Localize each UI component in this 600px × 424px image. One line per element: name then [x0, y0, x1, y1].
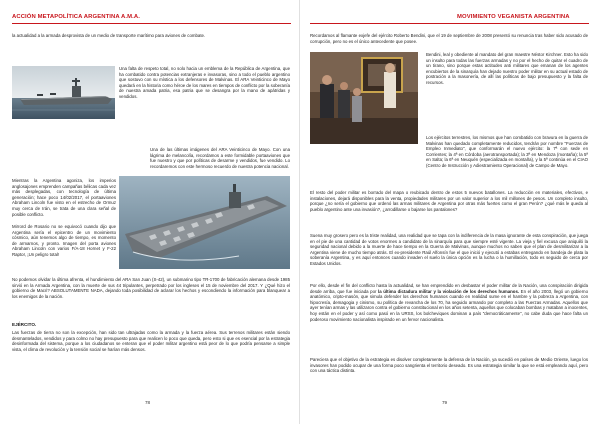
right-page: [300, 0, 600, 424]
paragraph-parece: Pareciera que el objetivo de la estrategia es disolver completamente la defensa de la Nación, ya sucedió en países de Medio Oriente, luego los invasores han podido ocupar de una forma poco sangrienta el territorio deseado. Es una estrategia similar la que se está empleando aquí, pero con una táctica distinta.: [310, 357, 588, 374]
paragraph-resto: El resto del poder militar es borrado del mapa o reubicado dentro de estos 5 nuevos batallones. La reducción en materiales, efectivos, e instalaciones, dejará disponibles para la venta, propiedades militares por un valor superior a los mil millones de pesos. Un completo insulto, porque ¿no sería el gobierno que ordenó las armas militares de Argentina por otras más fuertes como el gran Perón? ¿qué más le queda al pueblo argentino ante una invasión?, ¿arrodillarse o bajarse los pantalones?: [310, 190, 588, 212]
header-left-rule: [12, 23, 291, 24]
paragraph-falta: Una falta de respeto total, no solo hacia un emblema de la República de Argentina, que ha combatido contra potencias extranjeras e invasoras, sino a todo el pueblo argentino que sostuvo con su mística a los defensores de Malvinas. El ARA Veinticinco de Mayo quedará en la historia como héroe de los mares en tiempos de conflicto por la soberanía de nuestra amada patria, esa patria que se desangra por la mano de apátridas y vendidos.: [119, 66, 290, 99]
paragraph-no-podemos: No podemos olvidar la última afrenta, el hundimiento del ARA San Juan (S-42), un submarino tipo TR-1700 de fabricación alemana desde 1985 sirvió en la Armada Argentina, con la muerte de sus 44 tripulantes, perpetrado por los ingleses el 15 de noviembre del 2017. Y ¿Qué hizo el gobierno de Macri? ABSOLUTAMENTE NADA, dejando toda posibilidad de aclarar los hechos y escondiendo la información para blanquear a los enemigos de la nación.: [12, 277, 290, 299]
page-number-right: 79: [442, 400, 448, 405]
paragraph-mientras: Mientras la Argentina agoniza, los imperios anglosajones emprenden campañas bélicas cada vez más desplegadas, con tecnología de última generación; hace poco 14/02/2017, el portaaviones Abraham Lincoln fue visto en el estrecho de Ormuz muy cerca de Irán, se trata de una clara señal de posible conflicto.: [12, 178, 116, 217]
ship-photo-top: [12, 66, 115, 119]
paragraph-fin: [310, 283, 588, 322]
paragraph-ejercito: Las fuerzas de tierra no son la excepción, han sido tan ultrajadas como la armada y la fuerza aérea. Sus terrenos militares están siendo desmantelados, vendidos y para colmo no hay presupuesto para que realicen lo poco que queda, pero esto si que es esencial por la estrategia desinformada del sistema, porque a los ciudadanos se enteran que el poder militar argentino está peor de lo que podría pensarse a simple vista, el clima de revolución y la tensión social se harían más densos.: [12, 330, 290, 352]
paragraph-ejercitos: Los ejércitos terrestres, los mismos que han combatido con bravura en la guerra de Malvinas han quedado completamente reducidos, tendrán por nombre "Fuerzas de Empleo Inmediato", que conformarán el nuevo ejército: la 7ª con sede en Corrientes; la 4ª en Córdoba (aerotransportada); la 3ª en Mendoza (montaña); la 5ª en Salta; la 6ª en Neuquén (especializada en montaña), y la 5ª continúa en el CIAO (Centro de Instrucción y Adiestramiento Operacional) de Campo de Mayo.: [426, 135, 588, 168]
paragraph-bendini: Bendini, leal y obediente al mandato del gran maestre Néstor Kirchner. Esto ha sido un insulto para todas las fuerzas armadas y no por el hecho de quitar el cuadro de un tirano, sino porque estas actitudes anti militares que emanan de los agentes encubiertos de la sinarquía han dejado nuestro poder militar en su actual estado de postración a la masonería, de allí las políticas de bajo presupuesto y la falta de recursos.: [426, 52, 588, 85]
room-photo-image: [310, 52, 418, 144]
carrier-photo-image: [119, 176, 290, 269]
carrier-photo: [119, 176, 290, 269]
header-right-rule: [310, 23, 589, 24]
paragraph-last-images: Una de las últimas imágenes del ARA Veinticinco de Mayo. Con una lágrima de melancolía, recordamos a este formidable portaaviones que fue nuestro y que por políticas de desarme y vendidos, fue vendido. Lo recordaremos con este hermoso recuerdo de nuestra potencia nacional.: [150, 147, 290, 169]
paragraph-fin-rest: En el año 2003, llegó un gobierno anatómico, cripto-masón, que simula defender los derechos humanos cuando en realidad sume en el hambre y la pobreza a Argentina, con hipocresía, demagogia y cinismo, su política de revancha de los 70, ha seguido armando por completo a las Fuerzas Armadas. Aquellos que ayer tenían armas y las utilizaron contra el gobierno constitucional en los años setenta, aquellos que colocaban bombas y mataban a inocentes, hoy están en el poder y así como pasó en la URSS, los bolcheviques dominan a país "democráticamente", no cabe duda que hace falta un poderoso movimiento nacionalista inspirado en un fervor nacionalista.: [310, 288, 588, 322]
paragraph-suena: Suena muy grosero pero es la triste realidad, una realidad que se tapa con la indiferencia de la masa ignorante de esta conspiración, que juega en el pie de una cantidad de votos enormes a candidato de la sinarquía para que siempre esté vigente. La vieja y fiel excusa que aniquiló la seguridad nacional debido a la muerte de hace tiempo en la Guerra de Malvinas, aunque muchos no saben que el plan de desmilitarizar a la Argentina viene de mucho tiempo atrás. El ex-presidente Raúl Alfonsín fue el que inició y ejecutó a estabas entregando en bandeja de plata la soberanía Argentina, y es aquí entonces cuando invaden el suelo la única opción es la lucha o la humillación, todo es seguido de cerca por Estados Unidos.: [310, 233, 588, 266]
paragraph-top: la actualidad a la armada desprovista de un medio de transporte marítimo para aviones de combate.: [12, 33, 206, 38]
paragraph-fin-intro: Por ello, desde el fin del conflicto hasta la actualidad, se han emprendido en desbastar el poder militar de la Nación, una conspiración dirigida desde arriba, que fue iniciada por: [310, 283, 588, 294]
section-subtitle-ejercito: EJÉRCITO.: [12, 322, 37, 327]
header-right-title: MOVIMIENTO VEGANISTA ARGENTINA: [457, 14, 570, 20]
paragraph-right-top: Recordamos al flamante exjefe del ejército Roberto Bendini, que el 19 de septiembre de 2008 presentó su renuncia tras haber sido acusado de corrupción, pero no es el único antecedente que posee.: [310, 33, 588, 44]
paragraph-mirrord: Mirrord de Rosario no se equivocó cuando dijo que Argentina sería el epicentro de un movimiento cósmico, aún tenemos algo de tiempo, es momento de armarnos, y pronto. Imagen del porta aviones Abraham Lincoln con varios F/A-18 Hornet y F-22 Raptor, ¡Un peligro total!: [12, 224, 116, 257]
ship-photo-image: [12, 66, 115, 119]
header-left-title: ACCIÓN METAPOLÍTICA ARGENTINA A.M.A.: [12, 14, 140, 20]
paragraph-fin-bold: la última dictadura militar y la violación de los derechos humanos.: [378, 288, 520, 294]
room-photo: [310, 52, 418, 144]
page-number-left: 78: [145, 400, 151, 405]
